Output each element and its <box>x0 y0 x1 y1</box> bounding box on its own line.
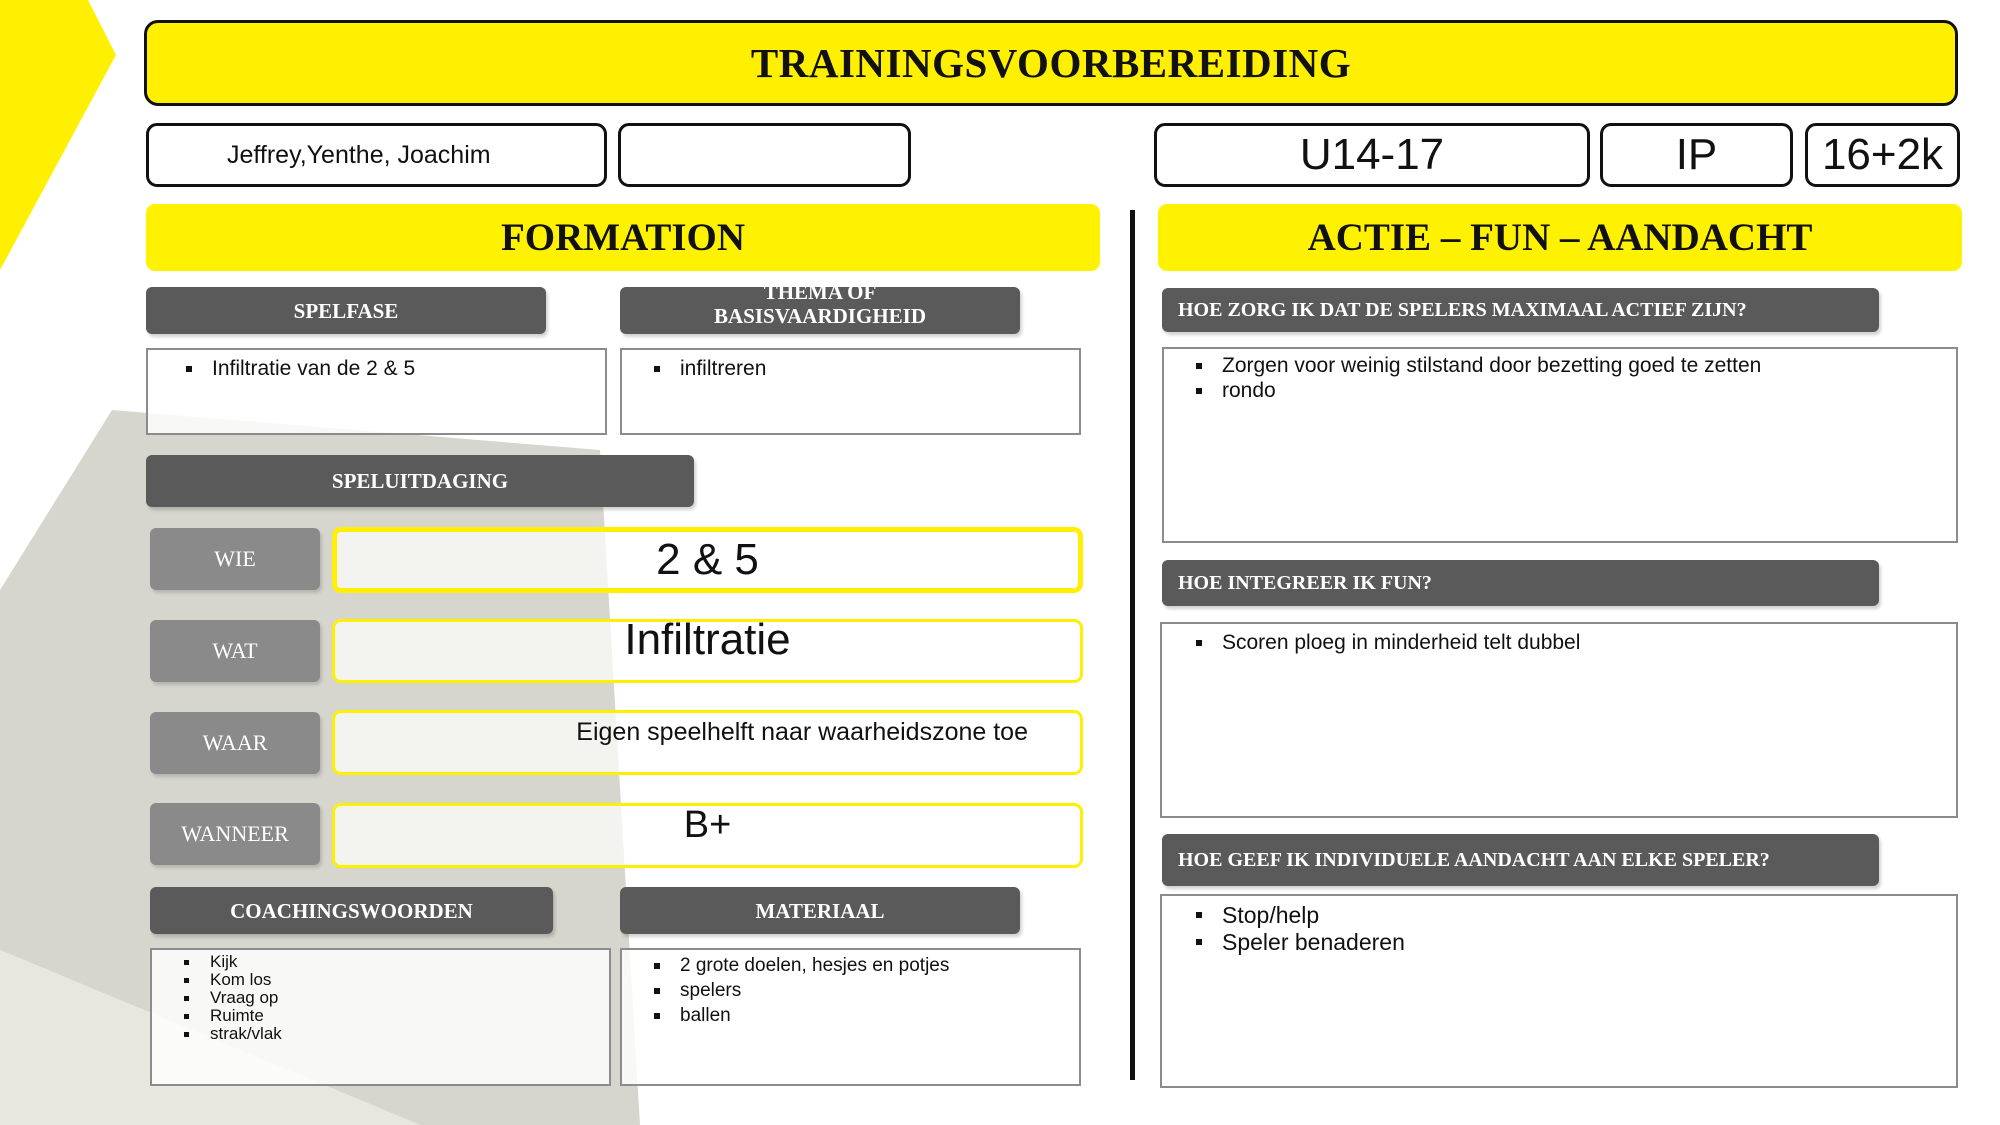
speluitdaging-label-text: SPELUITDAGING <box>331 469 509 493</box>
wie-label-text: WIE <box>214 546 256 571</box>
code-text: IP <box>1675 130 1718 179</box>
list-item: Vraag op <box>178 989 609 1007</box>
list-item: Ruimte <box>178 1007 609 1025</box>
aandacht-list <box>1192 902 1956 956</box>
wat-label-text: WAT <box>212 638 258 663</box>
formation-title-text: FORMATION <box>500 216 746 259</box>
waar-label <box>150 712 320 774</box>
aandacht-box[interactable] <box>1160 894 1958 1088</box>
page-title-text: TRAININGSVOORBEREIDING <box>750 40 1352 86</box>
thema-box[interactable] <box>620 348 1081 435</box>
fun-label <box>1162 560 1879 606</box>
coachingswoorden-label-text: COACHINGSWOORDEN <box>230 898 473 923</box>
wanneer-label <box>150 803 320 865</box>
list-item: 2 grote doelen, hesjes en potjes <box>650 953 1079 978</box>
wat-field[interactable] <box>332 615 1083 683</box>
aandacht-label <box>1162 834 1879 886</box>
list-item: Stop/help <box>1192 902 1956 929</box>
list-item: rondo <box>1192 378 1956 403</box>
actie-title-text: ACTIE – FUN – AANDACHT <box>1307 216 1813 259</box>
list-item: Scoren ploeg in minderheid telt dubbel <box>1192 630 1956 655</box>
fun-label-text: HOE INTEGREER IK FUN? <box>1178 572 1432 594</box>
empty-header-field[interactable] <box>618 123 911 187</box>
wat-label <box>150 620 320 682</box>
actief-box[interactable] <box>1162 347 1958 543</box>
coachingswoorden-box[interactable] <box>150 948 611 1086</box>
trainers-field[interactable] <box>146 123 607 187</box>
list-item: Kijk <box>178 953 609 971</box>
aandacht-label-text: HOE GEEF IK INDIVIDUELE AANDACHT AAN ELKE SPELER? <box>1178 849 1770 871</box>
materiaal-box[interactable] <box>620 948 1081 1086</box>
waar-value: Eigen speelhelft naar waarheidszone toe <box>576 718 1028 746</box>
materiaal-label-text: MATERIAAL <box>755 898 885 923</box>
wie-label <box>150 528 320 590</box>
trainers-text: Jeffrey,Yenthe, Joachim <box>227 140 491 169</box>
spelfase-list <box>182 356 605 381</box>
materiaal-label <box>620 887 1020 934</box>
spelfase-label <box>146 287 546 334</box>
wanneer-field[interactable] <box>332 803 1083 868</box>
coachingswoorden-label <box>150 887 553 934</box>
players-field[interactable] <box>1805 123 1960 187</box>
waar-label-text: WAAR <box>202 730 268 755</box>
list-item: strak/vlak <box>178 1025 609 1043</box>
actief-list <box>1192 353 1956 403</box>
spelfase-label-text: SPELFASE <box>293 298 399 323</box>
fun-box[interactable] <box>1160 622 1958 818</box>
list-item: spelers <box>650 978 1079 1003</box>
players-text: 16+2k <box>1821 130 1944 179</box>
list-item: Infiltratie van de 2 & 5 <box>182 356 605 381</box>
wie-value: 2 & 5 <box>656 535 759 584</box>
actie-section-title <box>1158 204 1962 271</box>
decorative-yellow-arrow <box>0 0 120 270</box>
thema-label-line2: BASISVAARDIGHEID <box>713 303 926 328</box>
speluitdaging-label <box>146 455 694 507</box>
thema-list <box>650 356 1079 381</box>
waar-field[interactable] <box>332 710 1083 775</box>
age-group-field[interactable] <box>1154 123 1590 187</box>
wat-value: Infiltratie <box>624 615 791 664</box>
spelfase-box[interactable] <box>146 348 607 435</box>
thema-label <box>620 279 1020 334</box>
coachingswoorden-list <box>178 953 609 1043</box>
list-item: ballen <box>650 1003 1079 1028</box>
age-group-text: U14-17 <box>1299 130 1445 179</box>
list-item: Kom los <box>178 971 609 989</box>
formation-section-title <box>146 204 1100 271</box>
thema-label-line1: THEMA OF <box>763 279 877 304</box>
page-title <box>144 20 1958 106</box>
actief-label-text: HOE ZORG IK DAT DE SPELERS MAXIMAAL ACTIEF ZIJN? <box>1178 299 1747 321</box>
materiaal-list <box>650 953 1079 1028</box>
wanneer-value: B+ <box>683 804 732 846</box>
list-item: infiltreren <box>650 356 1079 381</box>
list-item: Zorgen voor weinig stilstand door bezetting goed te zetten <box>1192 353 1956 378</box>
wie-field[interactable] <box>332 527 1083 593</box>
column-divider <box>1130 210 1135 1080</box>
list-item: Speler benaderen <box>1192 929 1956 956</box>
code-field[interactable] <box>1600 123 1793 187</box>
fun-list <box>1192 630 1956 655</box>
actief-label <box>1162 288 1879 332</box>
wanneer-label-text: WANNEER <box>181 821 289 846</box>
